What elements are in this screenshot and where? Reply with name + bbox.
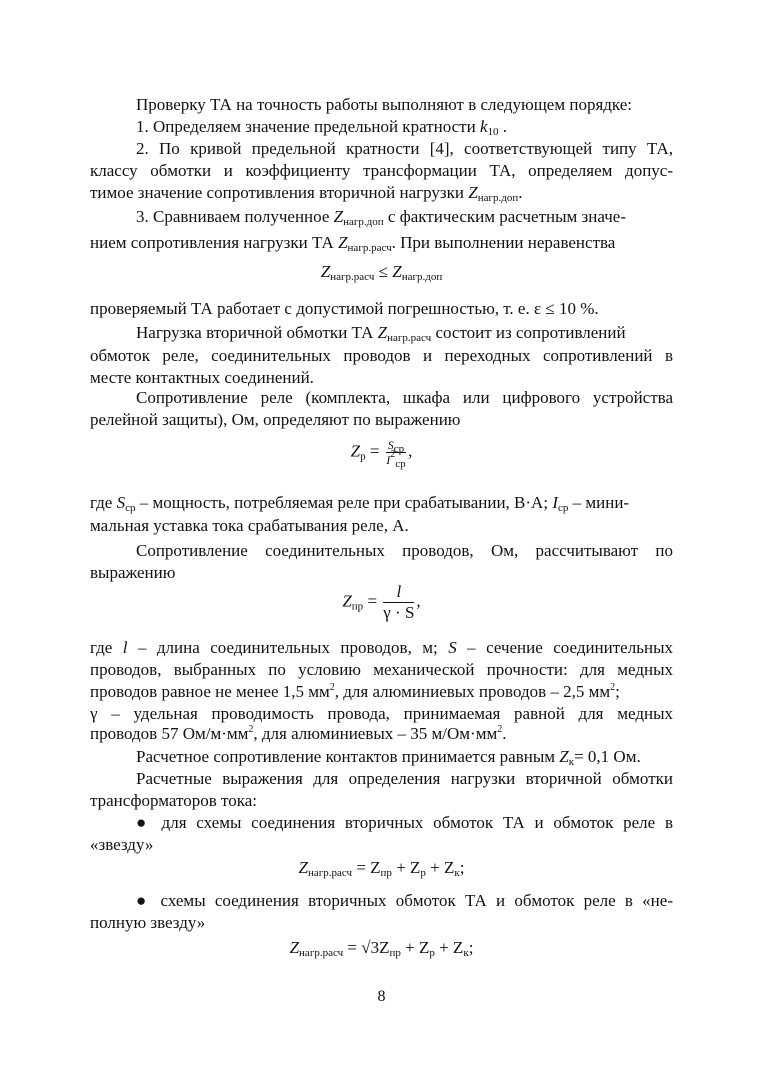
page-number: 8 bbox=[377, 988, 386, 1005]
wire-line-1: Сопротивление соединительных проводов, Ом, рассчитывают по bbox=[136, 541, 673, 560]
star-load-equation: $Z_{нагр.расч} = Z_{пр} + Z_р + Z_к$; bbox=[298, 858, 465, 879]
open-star-line-2: полную звезду» bbox=[90, 913, 206, 932]
load-line-2: обмоток реле, соединительных проводов и переходных сопротивлений в bbox=[90, 346, 673, 365]
step-2-line-3: тимое значение сопротивления вторичной нагрузки $Z_{нагр.доп}$. bbox=[90, 183, 523, 204]
step-3-line-1: 3. Сравниваем полученное $Z_{нагр.доп}$ с фактическим расчетным значе- bbox=[136, 207, 626, 228]
wire-fraction: $\frac{l}{\gamma \cdot S}$ bbox=[383, 582, 415, 622]
open-star-load-equation: $Z_{нагр.расч} = √3Z_{пр} + Z_р + Z_к$; bbox=[289, 938, 474, 959]
where-2-line-4: γ – удельная проводимость провода, принимаемая равной для медных bbox=[90, 704, 673, 723]
star-scheme-line-1: ● для схемы соединения вторичных обмоток ТА и обмоток реле в bbox=[136, 813, 673, 832]
where-2-line-3: проводов равное не менее 1,5 $мм^2$, для алюминиевых проводов – 2,5 $мм^2$; bbox=[90, 682, 620, 701]
contact-resistance-line: Расчетное сопротивление контактов принимается равным $Z_к= 0,1$ Ом. bbox=[136, 747, 641, 768]
relay-line-2: релейной защиты), Ом, определяют по выражению bbox=[90, 410, 461, 429]
intro-paragraph: Проверку ТА на точность работы выполняют в следующем порядке: bbox=[136, 95, 633, 114]
load-line-1: Нагрузка вторичной обмотки ТА $Z_{нагр.расч}$ состоит из сопротивлений bbox=[136, 323, 626, 344]
inequality-equation: $Z_{нагр.расч} \le Z_{нагр.доп}$ bbox=[320, 262, 443, 283]
relay-resistance-equation: $Z_p$ = $\frac{S_{ср}}{I^2_{ср}}$ , bbox=[350, 438, 413, 470]
after-inequality-text: проверяемый ТА работает с допустимой погрешностью, т. е. ε ≤ 10 %. bbox=[90, 299, 599, 318]
wire-resistance-equation: $Z_{пр}$ = $\frac{l}{\gamma \cdot S}$ , bbox=[342, 582, 421, 622]
step-1-paragraph: 1. Определяем значение предельной кратности $k_{10}$ . bbox=[136, 117, 507, 138]
open-star-line-1: ● схемы соединения вторичных обмоток ТА и обмоток реле в «не- bbox=[136, 891, 673, 910]
relay-line-1: Сопротивление реле (комплекта, шкафа или цифрового устройства bbox=[136, 388, 673, 407]
step-3-line-2: нием сопротивления нагрузки ТА $Z_{нагр.расч}$. При выполнении неравенства bbox=[90, 233, 616, 254]
wire-line-2: выражению bbox=[90, 563, 176, 582]
where-2-line-5: проводов 57 $Ом/м\cdot мм^2$, для алюминиевых – 35 $м/Ом\cdot мм^2$. bbox=[90, 724, 507, 743]
where-2-line-2: проводов, выбранных по условию механической прочности: для медных bbox=[90, 660, 673, 679]
calc-line-2: трансформаторов тока: bbox=[90, 791, 257, 810]
where-1-line-1: где $S_{ср}$ – мощность, потребляемая реле при срабатывании, В·А; $I_{ср}$ – мини- bbox=[90, 493, 630, 514]
where-1-line-2: мальная уставка тока срабатывания реле, А. bbox=[90, 516, 409, 535]
step-2-line-2: классу обмотки и коэффициенту трансформации ТА, определяем допус- bbox=[90, 161, 673, 180]
relay-fraction: $\frac{S_{ср}}{I^2_{ср}}$ bbox=[386, 438, 406, 470]
calc-line-1: Расчетные выражения для определения нагрузки вторичной обмотки bbox=[136, 769, 673, 788]
star-scheme-line-2: «звезду» bbox=[90, 835, 154, 854]
step-2-line-1: 2. По кривой предельной кратности [4], соответствующей типу ТА, bbox=[136, 139, 673, 158]
where-2-line-1: где l – длина соединительных проводов, м; S – сечение соединительных bbox=[90, 638, 673, 657]
load-line-3: месте контактных соединений. bbox=[90, 368, 314, 387]
